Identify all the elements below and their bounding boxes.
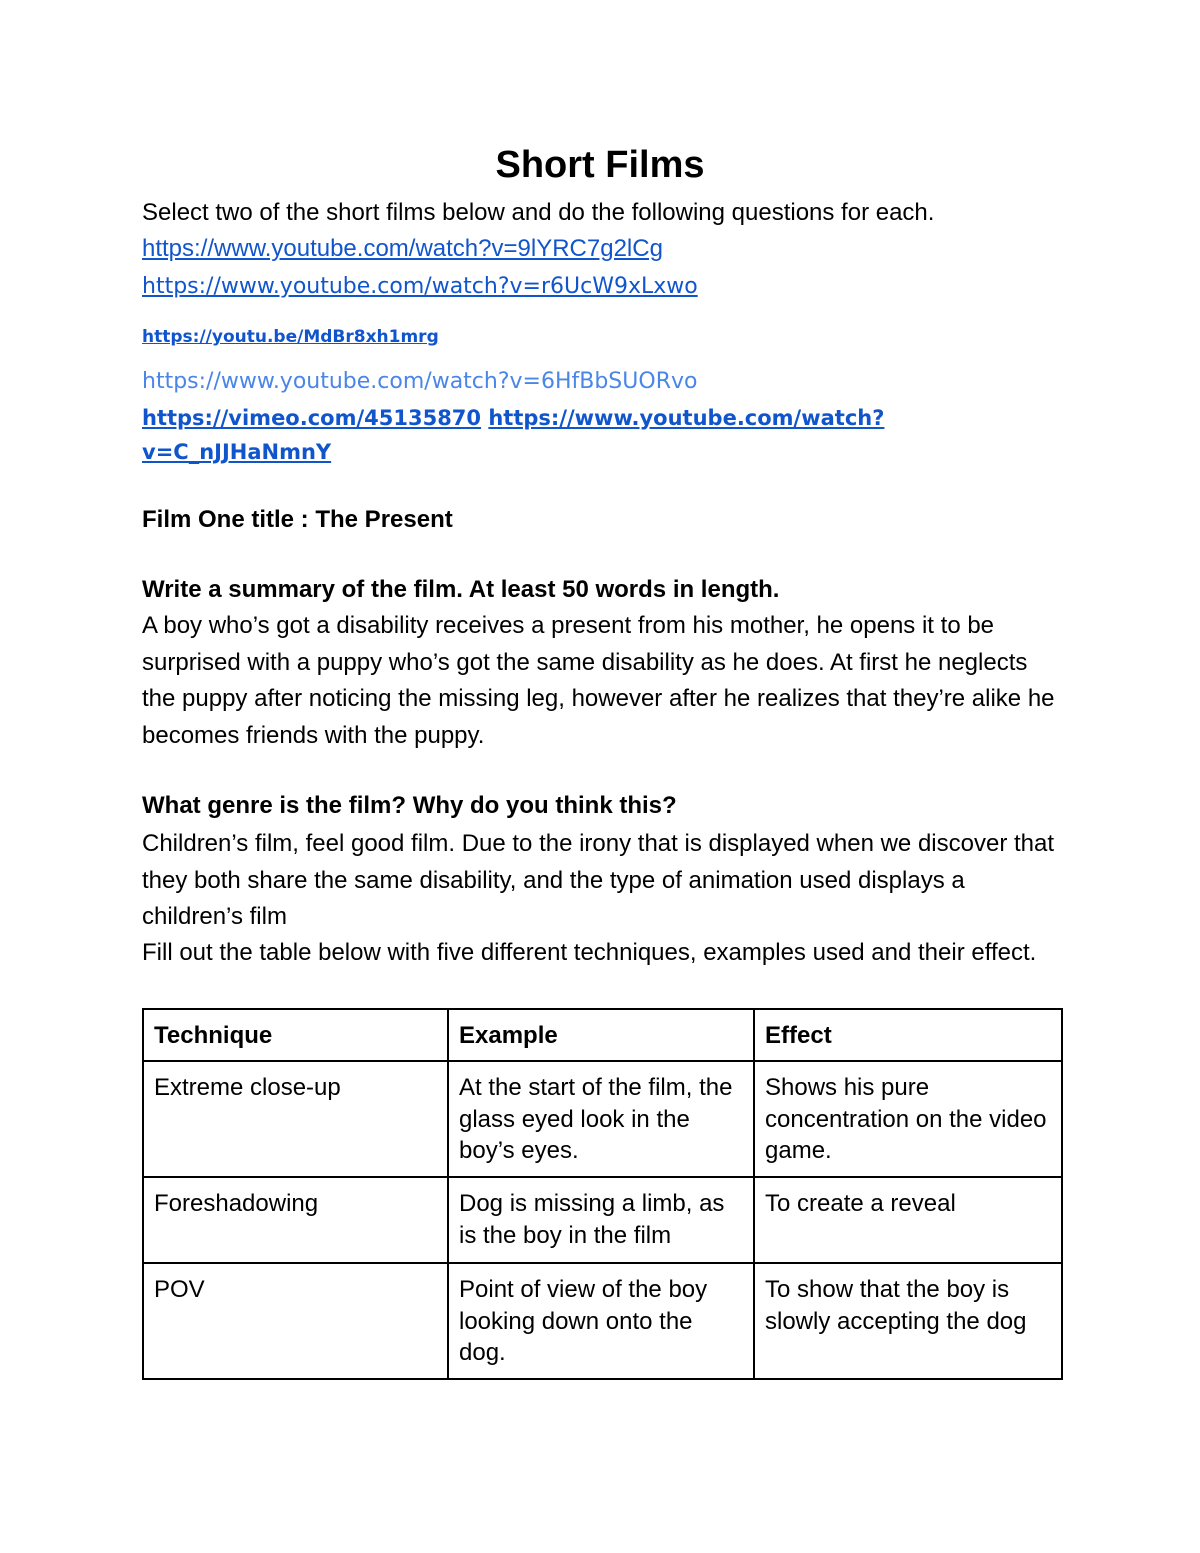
film-link-4[interactable]: https://www.youtube.com/watch?v=6HfBbSUORvo	[142, 369, 698, 394]
technique-cell: Extreme close-up	[143, 1061, 448, 1177]
effect-cell: To show that the boy is slowly accepting the dog	[754, 1263, 1062, 1379]
effect-cell: To create a reveal	[754, 1177, 1062, 1263]
film-link-1[interactable]: https://www.youtube.com/watch?v=9lYRC7g2lCg	[142, 235, 663, 262]
genre-question: What genre is the film? Why do you think this?	[142, 792, 677, 819]
example-cell: At the start of the film, the glass eyed look in the boy’s eyes.	[448, 1061, 754, 1177]
film-one-title: Film One title : The Present	[142, 506, 453, 533]
technique-cell: POV	[143, 1263, 448, 1379]
table-row	[143, 1263, 1062, 1379]
example-cell: Point of view of the boy looking down onto the dog.	[448, 1263, 754, 1379]
instruction-text: Select two of the short films below and do the following questions for each.	[142, 199, 935, 226]
table-instruction: Fill out the table below with five different techniques, examples used and their effect.	[142, 939, 1037, 966]
film-link-3[interactable]: https://youtu.be/MdBr8xh1mrg	[142, 327, 439, 347]
film-link-6[interactable]: https://www.youtube.com/watch?	[488, 406, 885, 430]
film-link-6-continued[interactable]: v=C_nJJHaNmnY	[142, 440, 332, 464]
page-title: Short Films	[495, 144, 705, 186]
header-example: Example	[448, 1009, 754, 1061]
example-cell: Dog is missing a limb, as is the boy in the film	[448, 1177, 754, 1263]
summary-answer: A boy who’s got a disability receives a present from his mother, he opens it to be surprised with a puppy who’s got the same disability as he does. At first he neglects the puppy after noticing the missing leg, however after he realizes that they’re alike he becomes friends with the puppy.	[142, 612, 1055, 749]
film-link-2[interactable]: https://www.youtube.com/watch?v=r6UcW9xLxwo	[142, 274, 698, 299]
technique-cell: Foreshadowing	[143, 1177, 448, 1263]
techniques-table	[142, 1008, 1063, 1380]
table-header-row	[143, 1009, 1062, 1061]
film-link-5[interactable]: https://vimeo.com/45135870	[142, 406, 482, 430]
effect-cell: Shows his pure concentration on the video game.	[754, 1061, 1062, 1177]
table-row	[143, 1061, 1062, 1177]
summary-question: Write a summary of the film. At least 50 words in length.	[142, 576, 780, 603]
table-row	[143, 1177, 1062, 1263]
header-effect: Effect	[754, 1009, 1062, 1061]
header-technique: Technique	[143, 1009, 448, 1061]
genre-answer: Children’s film, feel good film. Due to the irony that is displayed when we discover that they both share the same disability, and the type of animation used displays a children’s film	[142, 830, 1055, 930]
